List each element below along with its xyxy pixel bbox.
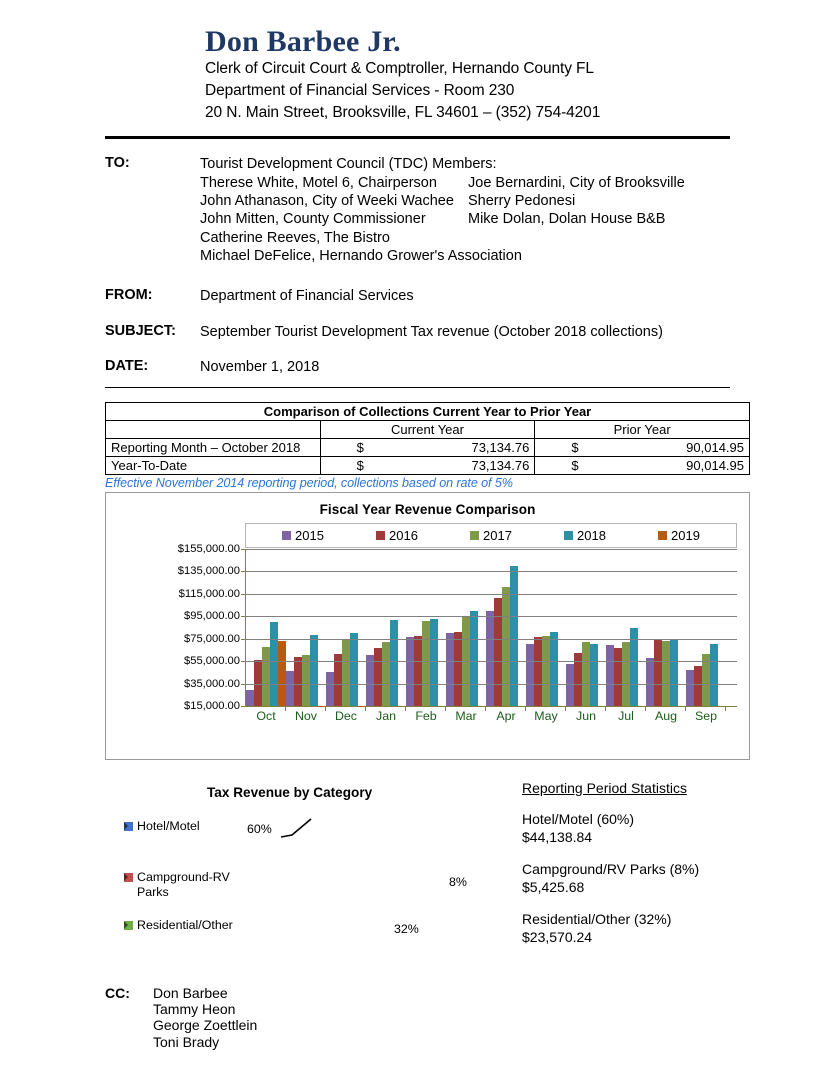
chart-bar-group — [246, 549, 286, 723]
chart-bar — [534, 637, 542, 706]
chart-bar-group — [446, 549, 486, 723]
chart-bar — [542, 636, 550, 706]
pie-legend — [124, 819, 304, 933]
chart-x-tick-label: Sep — [694, 709, 718, 723]
to-columns — [200, 174, 728, 266]
chart-bar — [486, 611, 494, 706]
chart-bar — [342, 639, 350, 706]
legend-swatch-icon — [658, 531, 667, 540]
stat-amount: $44,138.84 — [522, 828, 593, 845]
chart-bar — [550, 632, 558, 706]
chart-x-tick-label: Dec — [334, 709, 358, 723]
pie-legend-item — [124, 870, 242, 900]
chart-bar — [526, 644, 534, 706]
cc-label: CC: — [105, 985, 130, 1001]
chart-x-tick-label: Jun — [576, 709, 596, 723]
date-value: November 1, 2018 — [200, 359, 320, 376]
chart-y-tick-label: $115,000.00 — [178, 587, 240, 600]
legend-swatch-icon — [376, 531, 385, 540]
stat-item — [522, 811, 812, 846]
chart-bar — [470, 611, 478, 706]
cc-names — [153, 985, 257, 1050]
spacer — [105, 267, 730, 287]
chart-bar — [302, 655, 310, 706]
chart-x-tick-label: Apr — [496, 709, 516, 723]
pie-legend-item — [124, 918, 304, 933]
date-label: DATE: — [105, 358, 149, 375]
chart-bar — [326, 672, 334, 706]
cc-name: Tammy Heon — [153, 1001, 236, 1018]
chart-bar-group-empty — [726, 549, 737, 706]
cc-name: Don Barbee — [153, 985, 228, 1001]
comparison-table-wrap — [0, 402, 835, 490]
chart-gridline — [246, 684, 737, 685]
chart-y-tick-mark — [241, 684, 246, 685]
chart-bar — [278, 641, 286, 706]
chart-bar-group — [686, 549, 726, 723]
legend-swatch-icon — [282, 531, 291, 540]
chart-y-tick-label: $15,000.00 — [184, 700, 240, 712]
memo-block — [0, 155, 835, 377]
cc-name: George Zoettlein — [153, 1017, 258, 1034]
chart-x-tick-label: Nov — [294, 709, 318, 723]
chart-bar — [374, 648, 382, 706]
table-title-row — [106, 403, 750, 421]
header-divider — [105, 136, 730, 139]
chart-bar — [366, 655, 374, 706]
chart-y-tick-mark — [241, 661, 246, 662]
memo-row-to — [105, 155, 730, 265]
chart-bar-group — [526, 549, 566, 723]
to-member: Catherine Reeves, The Bistro — [200, 229, 390, 246]
table-row — [106, 457, 750, 475]
legend-label: 2018 — [577, 528, 606, 543]
chart-x-tick-label: Feb — [415, 709, 437, 723]
chart-bar — [494, 598, 502, 706]
chart-bar — [294, 657, 302, 706]
to-member: Joe Bernardini, City of Brooksville — [468, 174, 685, 191]
chart-bar — [382, 642, 390, 706]
letterhead-line-2: Department of Financial Services - Room 230 — [205, 82, 515, 100]
header-blank — [106, 421, 321, 439]
chart-x-tick-mark — [725, 706, 726, 711]
value: 90,014.95 — [686, 440, 744, 455]
chart-bar — [406, 637, 414, 706]
cc-name: Toni Brady — [153, 1033, 220, 1050]
to-member: Michael DeFelice, Hernando Grower's Association — [200, 248, 522, 265]
table-title: Comparison of Collections Current Year to Prior Year — [106, 403, 750, 421]
row-current-value — [320, 457, 535, 475]
chart-bar-group — [646, 549, 686, 723]
pie-legend-item — [124, 819, 304, 834]
row-prior-value — [535, 457, 750, 475]
chart-bar — [350, 633, 358, 706]
legend-label: 2015 — [295, 528, 324, 543]
subject-value: September Tourist Development Tax revenue (October 2018 collections) — [200, 323, 663, 340]
chart-bar — [270, 622, 278, 706]
chart-y-tick-label: $75,000.00 — [184, 632, 240, 645]
chart-bar — [702, 654, 710, 706]
pie-label-campground: 8% — [449, 875, 467, 889]
spacer — [105, 308, 730, 323]
chart-x-tick-label: Oct — [256, 709, 276, 723]
pie-label-hotel-motel: 60% — [247, 822, 272, 836]
table-header-row — [106, 421, 750, 439]
chart-bar — [390, 620, 398, 706]
chart-bar — [502, 587, 510, 706]
chart-bar — [430, 619, 438, 706]
chart-y-tick-mark — [241, 639, 246, 640]
to-content — [200, 155, 728, 265]
memo-row-date — [105, 358, 730, 377]
chart-bar — [510, 566, 518, 706]
pie-legend-label: Residential/Other — [137, 917, 233, 932]
to-member: John Athanason, City of Weeki Wachee — [200, 193, 454, 210]
letterhead-line-3: 20 N. Main Street, Brooksville, FL 34601 – (352) 754-4201 — [205, 104, 601, 122]
from-label: FROM: — [105, 287, 153, 304]
legend-swatch-icon — [470, 531, 479, 540]
pie-chart-title: Tax Revenue by Category — [207, 785, 373, 800]
chart-legend-item — [282, 528, 324, 543]
hotel-motel-swatch-icon — [124, 822, 133, 831]
chart-bar — [614, 648, 622, 706]
chart-y-tick-label: $35,000.00 — [184, 677, 240, 690]
comparison-table — [105, 402, 750, 475]
chart-bar — [310, 635, 318, 706]
stat-item — [522, 861, 812, 896]
chart-y-tick-mark — [241, 706, 246, 707]
chart-x-tick-label: May — [534, 709, 558, 723]
chart-bar — [334, 654, 342, 706]
chart-bar — [662, 641, 670, 706]
to-member: Sherry Pedonesi — [468, 193, 576, 210]
legend-label: 2017 — [483, 528, 512, 543]
chart-bar — [646, 658, 654, 706]
chart-bar — [686, 670, 694, 706]
subject-label: SUBJECT: — [105, 322, 176, 339]
chart-y-tick-label: $155,000.00 — [177, 543, 240, 555]
cc-block — [105, 985, 257, 1050]
chart-bar — [670, 639, 678, 706]
letterhead-line-1: Clerk of Circuit Court & Comptroller, Hernando County FL — [205, 60, 594, 78]
to-member: John Mitten, County Commissioner — [200, 211, 426, 228]
currency-symbol: $ — [571, 440, 579, 455]
campground-rv-swatch-icon — [124, 873, 133, 882]
value: 73,134.76 — [471, 458, 530, 473]
chart-legend — [245, 523, 737, 548]
chart-gridline — [246, 616, 737, 617]
stat-amount: $5,425.68 — [522, 878, 585, 895]
fiscal-year-revenue-chart — [105, 492, 750, 760]
spacer — [105, 343, 730, 358]
pie-leader-line-icon — [279, 815, 319, 840]
to-label: TO: — [105, 155, 130, 172]
chart-bar — [414, 636, 422, 706]
chart-y-tick-label: $135,000.00 — [177, 565, 240, 578]
chart-bar — [710, 644, 718, 706]
chart-legend-item — [376, 528, 418, 543]
stat-item — [522, 911, 812, 946]
chart-x-tick-label: Jul — [618, 709, 634, 723]
chart-bar — [566, 664, 574, 706]
chart-bar — [622, 642, 630, 706]
chart-bar-groups — [246, 549, 737, 723]
chart-bar-group — [486, 549, 526, 723]
memo-divider — [105, 387, 730, 388]
from-value: Department of Financial Services — [200, 288, 414, 305]
reporting-period-statistics — [522, 780, 812, 961]
to-member: Therese White, Motel 6, Chairperson — [200, 174, 437, 191]
clerk-name: Don Barbee Jr. — [205, 25, 401, 58]
to-member: Mike Dolan, Dolan House B&B — [468, 211, 666, 228]
chart-y-tick-label: $55,000.00 — [184, 655, 240, 668]
chart-bar — [582, 642, 590, 706]
chart-title: Fiscal Year Revenue Comparison — [319, 502, 536, 517]
chart-bar — [262, 647, 270, 706]
chart-plot-area — [177, 543, 737, 723]
chart-bar-group — [326, 549, 366, 723]
pie-legend-label: Campground-RV Parks — [137, 869, 230, 899]
chart-legend-item — [470, 528, 512, 543]
chart-bar — [454, 632, 462, 706]
letterhead — [0, 0, 835, 124]
chart-bar-group — [406, 549, 446, 723]
header-current-year: Current Year — [320, 421, 535, 439]
value: 73,134.76 — [471, 440, 530, 455]
stat-label: Campground/RV Parks (8%) — [522, 861, 700, 877]
chart-bar — [286, 671, 294, 706]
chart-y-tick-mark — [241, 594, 246, 595]
legend-label: 2016 — [389, 528, 418, 543]
chart-gridline — [246, 661, 737, 662]
table-footnote: Effective November 2014 reporting period, collections based on rate of 5% — [105, 476, 513, 490]
stat-amount: $23,570.24 — [522, 928, 593, 945]
to-column-right — [468, 174, 728, 266]
chart-bar-group — [606, 549, 646, 723]
chart-y-tick-mark — [241, 616, 246, 617]
chart-bar-group — [566, 549, 606, 723]
lower-section — [0, 775, 835, 975]
row-prior-value — [535, 439, 750, 457]
stat-label: Hotel/Motel (60%) — [522, 811, 635, 827]
pie-label-residential: 32% — [394, 922, 419, 936]
chart-y-tick-mark — [241, 549, 246, 550]
legend-swatch-icon — [564, 531, 573, 540]
table-row — [106, 439, 750, 457]
row-label: Reporting Month – October 2018 — [106, 439, 321, 457]
chart-gridline — [246, 549, 737, 550]
chart-gridline — [246, 571, 737, 572]
currency-symbol: $ — [571, 458, 579, 473]
currency-symbol: $ — [356, 440, 364, 455]
memo-row-from — [105, 287, 730, 306]
to-heading: Tourist Development Council (TDC) Members: — [200, 156, 497, 173]
row-current-value — [320, 439, 535, 457]
pie-legend-label: Hotel/Motel — [137, 819, 200, 833]
chart-y-tick-label: $95,000.00 — [184, 610, 240, 623]
chart-y-tick-mark — [241, 571, 246, 572]
chart-bar — [422, 621, 430, 706]
stat-label: Residential/Other (32%) — [522, 911, 672, 927]
chart-bar — [654, 640, 662, 706]
chart-bar — [590, 644, 598, 706]
chart-gridline — [246, 594, 737, 595]
chart-legend-item — [658, 528, 700, 543]
value: 90,014.95 — [686, 458, 744, 473]
chart-bar — [446, 633, 454, 706]
chart-bar — [694, 666, 702, 706]
currency-symbol: $ — [356, 458, 364, 473]
chart-x-tick-label: Jan — [376, 709, 396, 723]
chart-bar — [606, 645, 614, 706]
chart-x-tick-label: Mar — [455, 709, 477, 723]
chart-legend-item — [564, 528, 606, 543]
chart-bar-group — [366, 549, 406, 723]
stats-title: Reporting Period Statistics — [522, 780, 687, 796]
chart-gridline — [246, 639, 737, 640]
chart-bar-group — [286, 549, 326, 723]
legend-label: 2019 — [671, 528, 700, 543]
chart-x-tick-label: Aug — [654, 709, 678, 723]
header-prior-year: Prior Year — [535, 421, 750, 439]
row-label: Year-To-Date — [106, 457, 321, 475]
memo-row-subject — [105, 323, 730, 342]
residential-other-swatch-icon — [124, 921, 133, 930]
chart-bar — [246, 690, 254, 706]
